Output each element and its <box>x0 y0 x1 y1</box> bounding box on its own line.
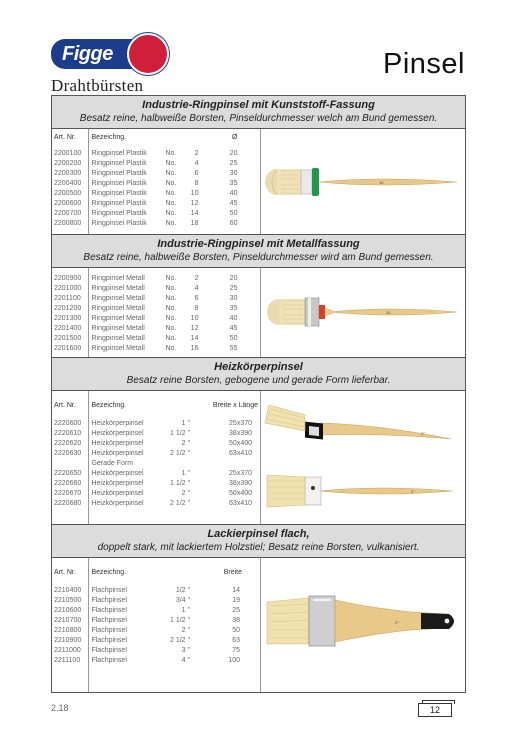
product-name: Flachpinsel <box>91 637 127 644</box>
table-row <box>89 586 260 596</box>
product-image <box>261 129 465 234</box>
table-row <box>89 304 260 314</box>
table-row <box>89 636 260 646</box>
art-number: 2220600 <box>54 420 82 427</box>
brush-number: 8 <box>194 180 199 187</box>
number-label: No. <box>165 325 177 332</box>
number-label: No. <box>165 295 177 302</box>
dimension-value: 50 <box>232 627 240 634</box>
page-number: 12 <box>418 703 452 717</box>
logo-disc <box>127 33 169 75</box>
size-inches: 1 1/2 " <box>170 480 190 487</box>
size-inches: 1 " <box>181 470 190 477</box>
art-number: 2201000 <box>54 285 82 292</box>
description-header: Bezeichng. <box>91 134 127 141</box>
art-number: 2201100 <box>54 295 81 302</box>
product-name: Ringpinsel Metall <box>91 345 145 352</box>
page-title: Pinsel <box>383 48 465 80</box>
art-number: 2200300 <box>54 170 82 177</box>
brush-number: 16 <box>190 345 199 352</box>
number-label: No. <box>165 150 177 157</box>
section-header <box>52 96 465 129</box>
product-name: Ringpinsel Plastik <box>91 200 147 207</box>
table-row <box>89 616 260 626</box>
art-number: 2211100 <box>54 657 81 664</box>
product-image <box>261 558 465 692</box>
product-name: Ringpinsel Metall <box>91 275 145 282</box>
product-name: Ringpinsel Metall <box>91 305 145 312</box>
size-inches: 4 " <box>181 657 190 664</box>
number-label: No. <box>165 315 177 322</box>
art-number-header: Art. Nr. <box>54 402 76 409</box>
brush-number: 18 <box>190 220 199 227</box>
art-number: 2200500 <box>54 190 82 197</box>
diameter-value: 55 <box>229 345 238 352</box>
number-label: No. <box>165 170 177 177</box>
brush-number: 4 <box>194 285 199 292</box>
svg-text:2": 2" <box>421 431 425 436</box>
diameter-value: 60 <box>229 220 238 227</box>
dimension-value: 25x370 <box>229 420 252 427</box>
art-number: 2210900 <box>54 637 82 644</box>
art-number: 2220630 <box>54 450 82 457</box>
dimension-value: 50x400 <box>229 440 252 447</box>
brush-number: 12 <box>190 325 199 332</box>
table-row <box>89 334 260 344</box>
number-label: No. <box>165 160 177 167</box>
diameter-value: 35 <box>229 305 238 312</box>
art-number: 2220620 <box>54 440 82 447</box>
art-number: 2201500 <box>54 335 82 342</box>
table-row <box>89 499 260 509</box>
product-name: Heizkörperpinsel <box>91 490 144 497</box>
dimension-value: 38x390 <box>229 480 252 487</box>
table-row <box>89 419 260 429</box>
description-header: Bezeichng. <box>91 569 127 576</box>
product-name: Flachpinsel <box>91 617 127 624</box>
table-row <box>89 179 260 189</box>
dimension-value: 14 <box>232 587 240 594</box>
art-number: 2200700 <box>54 210 82 217</box>
logo-text: Figge <box>62 43 113 65</box>
table-row <box>89 439 260 449</box>
size-inches: 1 " <box>181 420 190 427</box>
art-number: 2210400 <box>54 587 82 594</box>
table-row <box>89 199 260 209</box>
svg-text:2": 2" <box>411 489 415 494</box>
diameter-value: 40 <box>229 190 238 197</box>
product-name: Flachpinsel <box>91 627 127 634</box>
section-body <box>52 558 465 692</box>
section-title: Industrie-Ringpinsel mit Kunststoff-Fassung <box>142 99 375 111</box>
diameter-value: 30 <box>229 295 238 302</box>
product-name: Ringpinsel Metall <box>91 335 145 342</box>
brush-number: 12 <box>190 200 199 207</box>
product-name: Ringpinsel Plastik <box>91 210 147 217</box>
art-number-column <box>52 558 89 692</box>
size-inches: 2 " <box>181 440 190 447</box>
brush-number: 8 <box>194 305 199 312</box>
product-name: Heizkörperpinsel <box>91 420 144 427</box>
number-label: No. <box>165 335 177 342</box>
art-number: 2201200 <box>54 305 82 312</box>
description-header: Bezeichng. <box>91 402 127 409</box>
product-name: Ringpinsel Plastik <box>91 170 147 177</box>
art-number: 2201600 <box>54 345 82 352</box>
table-row <box>89 489 260 499</box>
table-row <box>89 596 260 606</box>
brush-number: 10 <box>190 190 199 197</box>
section-description: Besatz reine, halbweiße Borsten, Pinseldurchmesser welch am Bund gemessen. <box>79 113 438 124</box>
table-row <box>89 189 260 199</box>
product-name: Ringpinsel Metall <box>91 315 145 322</box>
section-header <box>52 358 465 391</box>
size-inches: 2 1/2 " <box>170 637 190 644</box>
number-label: No. <box>165 305 177 312</box>
svg-text:2": 2" <box>395 620 399 625</box>
brush-number: 4 <box>194 160 199 167</box>
number-label: No. <box>165 220 177 227</box>
svg-text:10: 10 <box>379 180 384 185</box>
size-inches: 1 1/2 " <box>170 430 190 437</box>
dimension-value: 25 <box>232 607 240 614</box>
size-inches: 2 1/2 " <box>170 450 190 457</box>
product-name: Heizkörperpinsel <box>91 450 144 457</box>
table-row <box>89 159 260 169</box>
description-column <box>89 558 261 692</box>
table-row <box>89 149 260 159</box>
page-subtitle: Drahtbürsten <box>51 76 144 95</box>
dimension-value: 100 <box>228 657 240 664</box>
diameter-value: 25 <box>229 285 238 292</box>
product-name: Flachpinsel <box>91 647 127 654</box>
product-name: Ringpinsel Metall <box>91 295 145 302</box>
product-name: Ringpinsel Plastik <box>91 150 147 157</box>
description-column <box>89 391 261 524</box>
size-inches: 1 " <box>181 607 190 614</box>
art-number: 2200900 <box>54 275 82 282</box>
table-row <box>89 169 260 179</box>
art-number-column <box>52 129 89 234</box>
diameter-value: 35 <box>229 180 238 187</box>
product-name: Flachpinsel <box>91 657 127 664</box>
product-name: Heizkörperpinsel <box>91 470 144 477</box>
art-number-column <box>52 268 89 357</box>
product-name: Ringpinsel Metall <box>91 325 145 332</box>
art-number: 2201400 <box>54 325 82 332</box>
product-name: Ringpinsel Plastik <box>91 190 147 197</box>
section-header <box>52 235 465 268</box>
diameter-value: 20 <box>229 275 238 282</box>
table-row <box>89 479 260 489</box>
table-row <box>89 209 260 219</box>
diameter-value: 45 <box>229 200 238 207</box>
product-name: Heizkörperpinsel <box>91 500 144 507</box>
art-number: 2201300 <box>54 315 82 322</box>
dimension-value: 19 <box>232 597 240 604</box>
dimension-value: 50x400 <box>229 490 252 497</box>
table-row <box>89 626 260 636</box>
diameter-value: 20 <box>229 150 238 157</box>
product-name: Ringpinsel Plastik <box>91 180 147 187</box>
table-row <box>89 449 260 459</box>
product-image <box>261 391 465 524</box>
size-inches: 1/2 " <box>175 587 190 594</box>
dimension-header: Breite x Länge <box>212 402 258 409</box>
art-number-column <box>52 391 89 524</box>
art-number: 2220680 <box>54 500 82 507</box>
number-label: No. <box>165 200 177 207</box>
section-title: Lackierpinsel flach, <box>207 528 310 540</box>
section-description: Besatz reine Borsten, gebogene und gerade Form lieferbar. <box>126 375 391 386</box>
description-column <box>89 129 261 234</box>
diameter-value: 25 <box>229 160 238 167</box>
section-body <box>52 391 465 525</box>
diameter-value: 45 <box>229 325 238 332</box>
dimension-header: Ø <box>232 134 238 141</box>
size-inches: 3/4 " <box>175 597 190 604</box>
flat-brush-image <box>261 558 465 692</box>
brush-number: 6 <box>194 170 199 177</box>
ring-brush-plastic-image <box>261 129 465 235</box>
section-body <box>52 268 465 358</box>
product-name: Heizkörperpinsel <box>91 480 144 487</box>
section-header <box>52 525 465 558</box>
size-inches: 3 " <box>181 647 190 654</box>
art-number: 2220660 <box>54 480 82 487</box>
number-label: No. <box>165 275 177 282</box>
diameter-value: 50 <box>229 210 238 217</box>
size-inches: 1 1/2 " <box>170 617 190 624</box>
table-row <box>89 274 260 284</box>
dimension-value: 38x390 <box>229 430 252 437</box>
subheading-straight-form: Gerade Form <box>91 460 134 467</box>
dimension-value: 63x410 <box>229 450 252 457</box>
table-row <box>89 294 260 304</box>
product-name: Heizkörperpinsel <box>91 430 144 437</box>
dimension-value: 75 <box>232 647 240 654</box>
product-catalog <box>51 95 466 693</box>
section-body <box>52 129 465 235</box>
table-row <box>89 324 260 334</box>
table-row <box>89 429 260 439</box>
table-row <box>89 469 260 479</box>
table-row <box>89 219 260 229</box>
art-number: 2211000 <box>54 647 81 654</box>
art-number: 2210600 <box>54 607 82 614</box>
table-row <box>89 656 260 666</box>
table-row <box>89 646 260 656</box>
section-description: doppelt stark, mit lackiertem Holzstiel; Besatz reine Borsten, vulkanisiert. <box>97 542 420 553</box>
table-row <box>89 344 260 354</box>
product-image <box>261 268 465 357</box>
radiator-brush-bent <box>265 405 451 440</box>
brush-number: 10 <box>190 315 199 322</box>
table-row <box>89 606 260 616</box>
footer-number: 2.18 <box>51 703 69 713</box>
radiator-brush-image <box>261 391 465 525</box>
dimension-header: Breite <box>223 569 242 576</box>
art-number: 2200800 <box>54 220 82 227</box>
table-row <box>89 314 260 324</box>
description-column <box>89 268 261 357</box>
product-name: Ringpinsel Metall <box>91 285 145 292</box>
size-inches: 2 " <box>181 490 190 497</box>
number-label: No. <box>165 190 177 197</box>
art-number: 2200100 <box>54 150 82 157</box>
product-name: Flachpinsel <box>91 587 127 594</box>
section-description: Besatz reine, halbweiße Borsten, Pinseldurchmesser wird am Bund gemessen. <box>83 252 434 263</box>
dimension-value: 63x410 <box>229 500 252 507</box>
figge-logo <box>51 33 169 75</box>
size-inches: 2 1/2 " <box>170 500 190 507</box>
size-inches: 2 " <box>181 627 190 634</box>
dimension-value: 63 <box>232 637 240 644</box>
art-number-header: Art. Nr. <box>54 569 76 576</box>
art-number: 2200200 <box>54 160 82 167</box>
art-number: 2220610 <box>54 430 82 437</box>
svg-text:10: 10 <box>386 310 391 315</box>
product-name: Flachpinsel <box>91 597 127 604</box>
dimension-value: 25x370 <box>229 470 252 477</box>
radiator-brush-straight <box>267 475 453 507</box>
number-label: No. <box>165 345 177 352</box>
product-name: Flachpinsel <box>91 607 127 614</box>
art-number: 2200600 <box>54 200 82 207</box>
diameter-value: 40 <box>229 315 238 322</box>
art-number: 2210500 <box>54 597 82 604</box>
art-number: 2210700 <box>54 617 82 624</box>
number-label: No. <box>165 180 177 187</box>
art-number-header: Art. Nr. <box>54 134 76 141</box>
art-number: 2220670 <box>54 490 82 497</box>
art-number: 2200400 <box>54 180 82 187</box>
art-number: 2210800 <box>54 627 82 634</box>
ring-brush-metal-image <box>261 268 465 358</box>
brush-number: 2 <box>194 150 199 157</box>
section-title: Heizkörperpinsel <box>214 361 303 373</box>
brush-number: 2 <box>194 275 199 282</box>
section-title: Industrie-Ringpinsel mit Metallfassung <box>157 238 360 250</box>
table-row <box>89 284 260 294</box>
number-label: No. <box>165 210 177 217</box>
product-name: Heizkörperpinsel <box>91 440 144 447</box>
product-name: Ringpinsel Plastik <box>91 220 147 227</box>
brush-number: 14 <box>190 335 199 342</box>
dimension-value: 38 <box>232 617 240 624</box>
art-number: 2220650 <box>54 470 82 477</box>
diameter-value: 30 <box>229 170 238 177</box>
diameter-value: 50 <box>229 335 238 342</box>
number-label: No. <box>165 285 177 292</box>
brush-number: 14 <box>190 210 199 217</box>
product-name: Ringpinsel Plastik <box>91 160 147 167</box>
brush-number: 6 <box>194 295 199 302</box>
